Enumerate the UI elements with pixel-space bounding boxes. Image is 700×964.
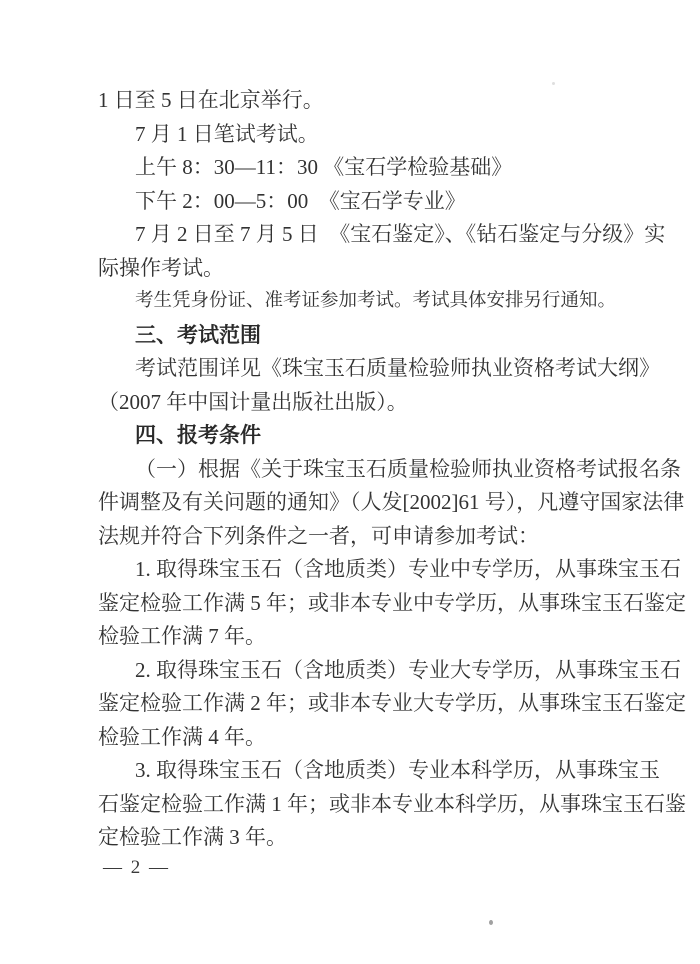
- text-line: 石鉴定检验工作满 1 年；或非本专业本科学历，从事珠宝玉石鉴: [98, 791, 686, 816]
- text-line: 1. 取得珠宝玉石（含地质类）专业中专学历，从事珠宝玉石: [135, 557, 681, 581]
- scan-speck: [489, 920, 493, 925]
- document-body: [98, 84, 686, 855]
- text-line: 鉴定检验工作满 2 年；或非本专业大专学历，从事珠宝玉石鉴定: [98, 691, 686, 715]
- text-line: 7 月 2 日至 7 月 5 日 《宝石鉴定》、《钻石鉴定与分级》实: [135, 222, 666, 246]
- section-heading-exam-scope: 三、考试范围: [135, 322, 261, 347]
- text-line: 检验工作满 4 年。: [98, 724, 266, 749]
- text-line: 下午 2：00—5：00 《宝石学专业》: [135, 188, 466, 213]
- text-line: 际操作考试。: [98, 255, 224, 280]
- text-line: （一）根据《关于珠宝玉石质量检验师执业资格考试报名条: [135, 456, 681, 481]
- text-line: 定检验工作满 3 年。: [98, 825, 287, 849]
- text-line: 2. 取得珠宝玉石（含地质类）专业大专学历，从事珠宝玉石: [135, 657, 681, 682]
- page-number: — 2 —: [103, 857, 170, 878]
- text-line: 鉴定检验工作满 5 年；或非本专业中专学历，从事珠宝玉石鉴定: [98, 590, 686, 615]
- text-line: （2007 年中国计量出版社出版）。: [98, 389, 408, 414]
- text-line: 3. 取得珠宝玉石（含地质类）专业本科学历，从事珠宝玉: [135, 758, 660, 782]
- text-line: 考试范围详见《珠宝玉石质量检验师执业资格考试大纲》: [135, 356, 660, 380]
- text-line: 上午 8：30—11：30 《宝石学检验基础》: [135, 155, 513, 179]
- text-line: 件调整及有关问题的通知》（人发[2002]61 号），凡遵守国家法律: [98, 490, 685, 514]
- text-line: 法规并符合下列条件之一者，可申请参加考试：: [98, 523, 539, 548]
- scan-speck: [552, 82, 555, 85]
- text-line: 检验工作满 7 年。: [98, 624, 266, 648]
- text-line: 1 日至 5 日在北京举行。: [98, 88, 324, 112]
- text-line: 7 月 1 日笔试考试。: [135, 121, 319, 146]
- text-line-note: 考生凭身份证、准考证参加考试。考试具体安排另行通知。: [135, 291, 617, 311]
- section-heading-application-requirements: 四、报考条件: [135, 423, 261, 447]
